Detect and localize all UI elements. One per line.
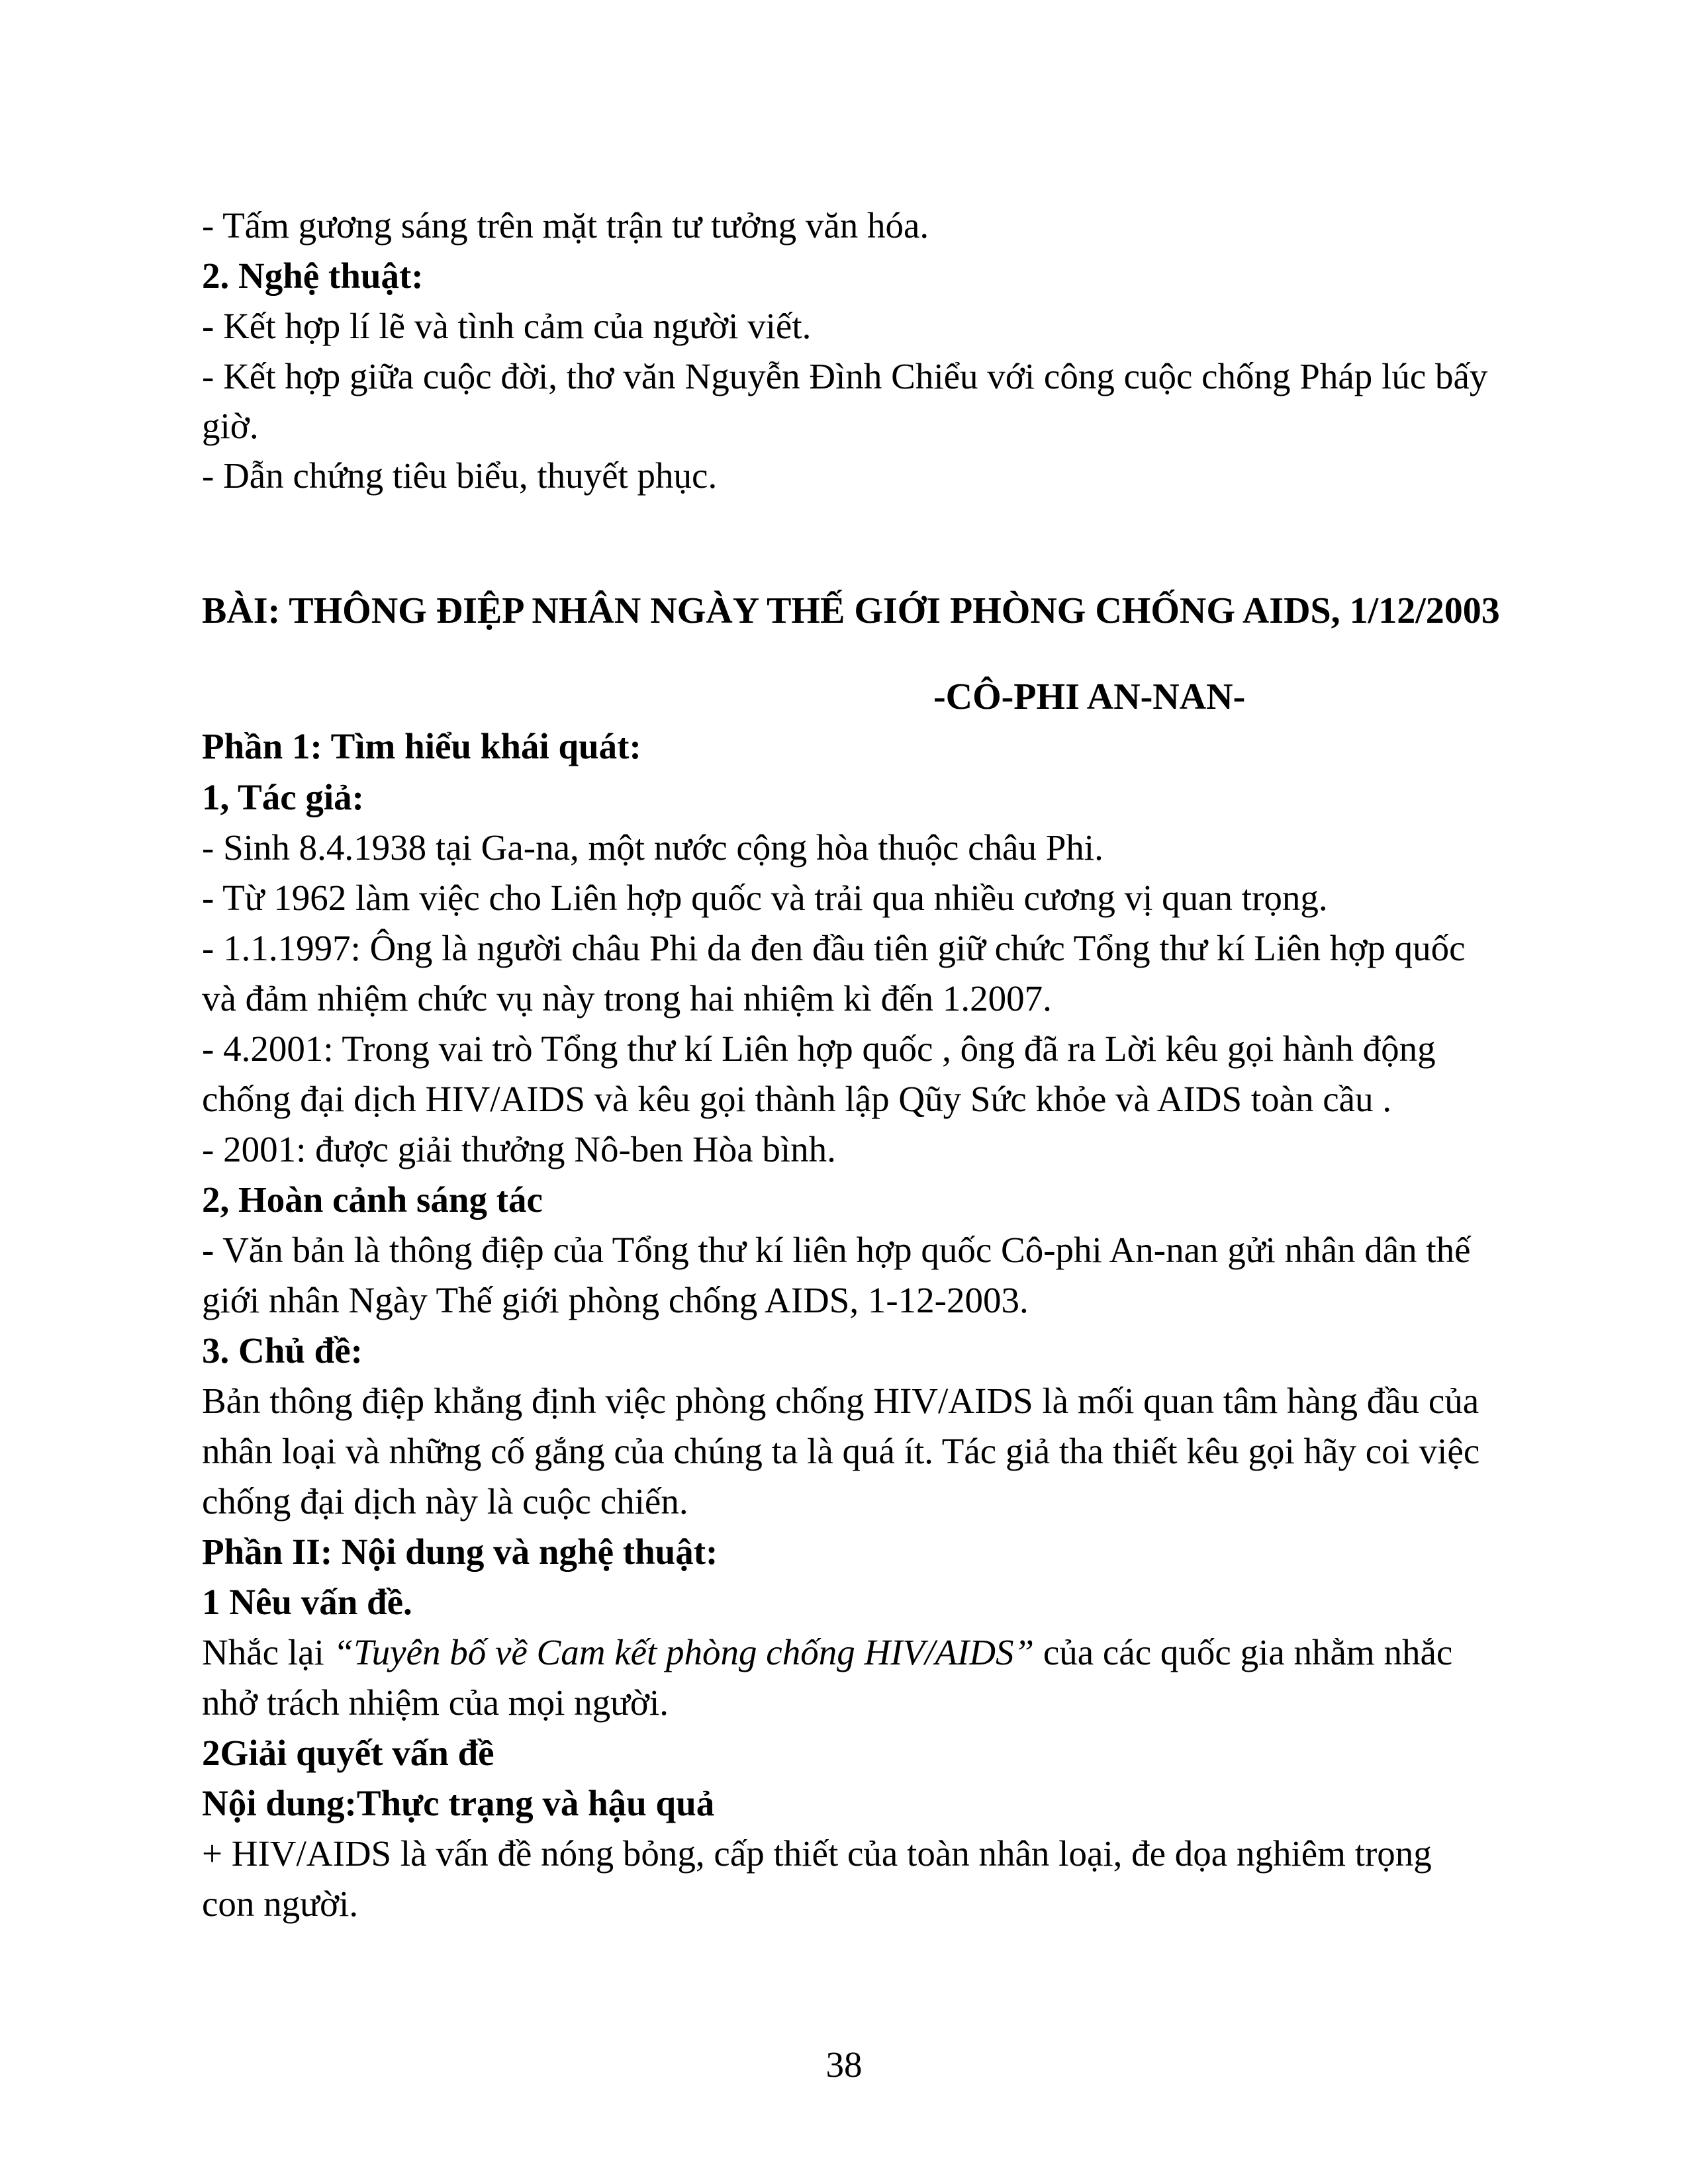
paragraph-line: nhân loại và những cố gắng của chúng ta là quá ít. Tác giả tha thiết kêu gọi hãy coi việc bbox=[202, 1431, 1480, 1471]
paragraph-line bbox=[202, 1629, 1452, 1676]
section-heading: Nội dung:Thực trạng và hậu quả bbox=[202, 1783, 715, 1823]
paragraph-line: - 2001: được giải thưởng Nô-ben Hòa bình. bbox=[202, 1129, 836, 1169]
paragraph-line: chống đại dịch này là cuộc chiến. bbox=[202, 1481, 688, 1522]
paragraph-line: + HIV/AIDS là vấn đề nóng bỏng, cấp thiết của toàn nhân loại, đe dọa nghiêm trọng bbox=[202, 1833, 1432, 1874]
section-heading: 2Giải quyết vấn đề bbox=[202, 1733, 494, 1773]
paragraph-line: và đảm nhiệm chức vụ này trong hai nhiệm kì đến 1.2007. bbox=[202, 978, 1052, 1019]
text-run: Nhắc lại bbox=[202, 1632, 334, 1672]
paragraph-line: - 1.1.1997: Ông là người châu Phi da đen đầu tiên giữ chức Tổng thư kí Liên hợp quốc bbox=[202, 928, 1466, 968]
quoted-title: “Tuyên bố về Cam kết phòng chống HIV/AIDS” bbox=[333, 1632, 1035, 1672]
paragraph-line: - 4.2001: Trong vai trò Tổng thư kí Liên hợp quốc , ông đã ra Lời kêu gọi hành động bbox=[202, 1028, 1436, 1069]
paragraph-line: - Sinh 8.4.1938 tại Ga-na, một nước cộng hòa thuộc châu Phi. bbox=[202, 827, 1103, 868]
part-heading: Phần II: Nội dung và nghệ thuật: bbox=[202, 1531, 718, 1572]
lesson-title: BÀI: THÔNG ĐIỆP NHÂN NGÀY THẾ GIỚI PHÒNG CHỐNG AIDS, 1/12/2003 bbox=[202, 590, 1500, 631]
section-heading: 3. Chủ đề: bbox=[202, 1330, 363, 1371]
lesson-author: -CÔ-PHI AN-NAN- bbox=[933, 676, 1246, 717]
paragraph-line: giờ. bbox=[202, 406, 259, 446]
paragraph-line: chống đại dịch HIV/AIDS và kêu gọi thành lập Qũy Sức khỏe và AIDS toàn cầu . bbox=[202, 1079, 1392, 1119]
paragraph-line: - Từ 1962 làm việc cho Liên hợp quốc và trải qua nhiều cương vị quan trọng. bbox=[202, 878, 1328, 918]
section-heading: 1 Nêu vấn đề. bbox=[202, 1582, 412, 1622]
section-heading: 2, Hoàn cảnh sáng tác bbox=[202, 1179, 543, 1220]
page-number: 38 bbox=[825, 2044, 863, 2085]
paragraph-line: - Tấm gương sáng trên mặt trận tư tưởng văn hóa. bbox=[202, 205, 929, 246]
paragraph-line: giới nhân Ngày Thế giới phòng chống AIDS, 1-12-2003. bbox=[202, 1280, 1029, 1320]
paragraph-line: nhở trách nhiệm của mọi người. bbox=[202, 1682, 669, 1723]
document-page bbox=[202, 0, 1572, 2184]
paragraph-line: con người. bbox=[202, 1884, 359, 1924]
paragraph-line: Bản thông điệp khẳng định việc phòng chống HIV/AIDS là mối quan tâm hàng đầu của bbox=[202, 1381, 1479, 1421]
paragraph-line: - Kết hợp lí lẽ và tình cảm của người viết. bbox=[202, 306, 812, 346]
section-heading: 2. Nghệ thuật: bbox=[202, 255, 424, 296]
section-heading: 1, Tác giả: bbox=[202, 777, 364, 817]
part-heading: Phần 1: Tìm hiểu khái quát: bbox=[202, 726, 641, 766]
paragraph-line: - Dẫn chứng tiêu biểu, thuyết phục. bbox=[202, 455, 718, 496]
paragraph-line: - Kết hợp giữa cuộc đời, thơ văn Nguyễn Đình Chiểu với công cuộc chống Pháp lúc bấy bbox=[202, 356, 1488, 396]
text-run: của các quốc gia nhằm nhắc bbox=[1034, 1632, 1453, 1672]
paragraph-line: - Văn bản là thông điệp của Tổng thư kí liên hợp quốc Cô-phi An-nan gửi nhân dân thế bbox=[202, 1230, 1471, 1270]
